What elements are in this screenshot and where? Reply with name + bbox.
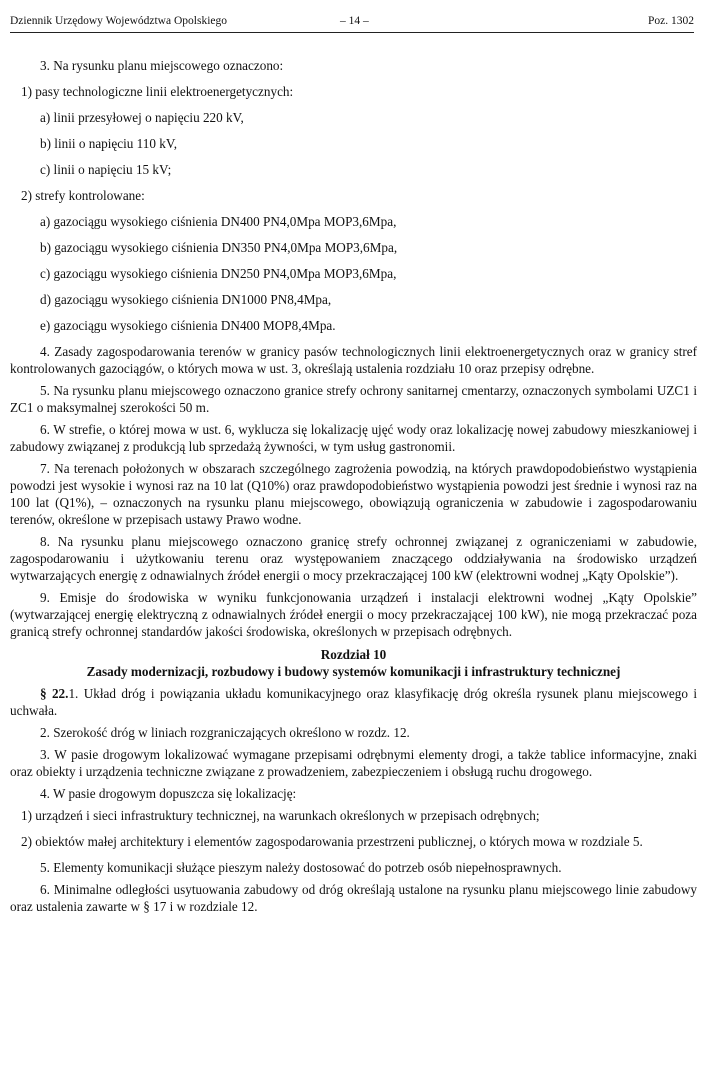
paragraph-8: 8. Na rysunku planu miejscowego oznaczono granicę strefy ochronnej związanej z ograniczeniami w zabudowie, zagospodarowaniu i użytkowaniu terenu oraz występowaniem znaczącego oddziaływania na środowisko urządzeń wytwarzających energię z odnawialnych źródeł energii o mocy przekraczającej 100 kW (elektrowni wodnej „Kąty Opolskie”).	[10, 534, 697, 583]
paragraph-5: 5. Na rysunku planu miejscowego oznaczono granice strefy ochrony sanitarnej cmentarzy, oznaczonych symbolami UZC1 i ZC1 o maksymalnej szerokości 50 m.	[10, 383, 697, 415]
list-item-3-2: 2) strefy kontrolowane:	[21, 188, 145, 203]
list-item-22-4-2: 2) obiektów małej architektury i elementów zagospodarowania przestrzeni publicznej, o których mowa w rozdziale 5.	[21, 834, 643, 849]
list-item-3-1a: a) linii przesyłowej o napięciu 220 kV,	[40, 110, 244, 125]
list-item-3-1: 1) pasy technologiczne linii elektroenergetycznych:	[21, 84, 294, 99]
running-header	[10, 12, 694, 33]
section-mark: § 22.	[40, 686, 69, 701]
paragraph-3-intro: 3. Na rysunku planu miejscowego oznaczono:	[40, 58, 284, 73]
list-item-3-2b: b) gazociągu wysokiego ciśnienia DN350 PN4,0Mpa MOP3,6Mpa,	[40, 240, 398, 255]
list-item-3-1b: b) linii o napięciu 110 kV,	[40, 136, 177, 151]
paragraph-4: 4. Zasady zagospodarowania terenów w granicy pasów technologicznych linii elektroenergetycznych oraz w granicy stref kontrolowanych gazociągów, o których mowa w ust. 3, określają ustalenia rozdziału 10 oraz przepisy odrębne.	[10, 344, 697, 376]
journal-title: Dziennik Urzędowy Województwa Opolskiego	[10, 15, 227, 27]
paragraph-7: 7. Na terenach położonych w obszarach szczególnego zagrożenia powodzią, na których prawdopodobieństwo wystąpienia powodzi jest wysokie i wynosi raz na 10 lat (Q10%) oraz prawdopodobieństwo wystąpienia powodzi jest średnie i wynosi raz na 100 lat (Q1%), – oznaczonych na rysunku planu miejscowego, obowiązują ograniczenia w zabudowie i zagospodarowaniu terenów, określone w przepisach ustawy Prawo wodne.	[10, 461, 697, 527]
chapter-title: Rozdział 10	[320, 647, 387, 662]
section-22-paragraph-2: 2. Szerokość dróg w liniach rozgraniczających określono w rozdz. 12.	[40, 725, 410, 740]
list-item-3-2e: e) gazociągu wysokiego ciśnienia DN400 MOP8,4Mpa.	[40, 318, 336, 333]
list-item-3-2d: d) gazociągu wysokiego ciśnienia DN1000 PN8,4Mpa,	[40, 292, 332, 307]
section-22-paragraph-4: 4. W pasie drogowym dopuszcza się lokalizację:	[40, 786, 297, 801]
chapter-subtitle: Zasady modernizacji, rozbudowy i budowy systemów komunikacji i infrastruktury technicznej	[86, 664, 621, 679]
list-item-3-2a: a) gazociągu wysokiego ciśnienia DN400 PN4,0Mpa MOP3,6Mpa,	[40, 214, 397, 229]
section-22-text: 1. Układ dróg i powiązania układu komunikacyjnego oraz klasyfikację dróg określa rysunek planu miejscowego i uchwała.	[10, 686, 697, 718]
paragraph-6: 6. W strefie, o której mowa w ust. 6, wyklucza się lokalizację ujęć wody oraz lokalizację nowej zabudowy mieszkaniowej i zabudowy związanej z produkcją lub sprzedażą żywności, w tym usług gastronomii.	[10, 422, 697, 454]
document-body	[10, 57, 697, 920]
section-22-paragraph-6: 6. Minimalne odległości usytuowania zabudowy od dróg określają ustalone na rysunku planu miejscowego linie zabudowy oraz ustalenia zawarte w § 17 i w rozdziale 12.	[10, 882, 697, 914]
section-22-paragraph-3: 3. W pasie drogowym lokalizować wymagane przepisami odrębnymi elementy drogi, a także tablice informacyjne, znaki oraz obiekty i urządzenia techniczne związane z prowadzeniem, zabezpieczeniem i obsługą ruchu drogowego.	[10, 747, 697, 779]
page-number: – 14 –	[340, 15, 369, 27]
position-number: Poz. 1302	[648, 15, 694, 27]
list-item-22-4-1: 1) urządzeń i sieci infrastruktury technicznej, na warunkach określonych w przepisach odrębnych;	[21, 808, 540, 823]
section-22-paragraph-1	[10, 685, 697, 719]
paragraph-9: 9. Emisje do środowiska w wyniku funkcjonowania urządzeń i instalacji elektrowni wodnej „Kąty Opolskie” (wytwarzającej energię elektryczną z odnawialnych źródeł energii o mocy przekraczającej 100 kW), nie mogą przekraczać poza granicą strefy ochronnej standardów jakości środowiska, określonych w przepisach odrębnych.	[10, 590, 697, 639]
section-22-paragraph-5: 5. Elementy komunikacji służące pieszym należy dostosować do potrzeb osób niepełnosprawnych.	[40, 860, 562, 875]
list-item-3-1c: c) linii o napięciu 15 kV;	[40, 162, 172, 177]
list-item-3-2c: c) gazociągu wysokiego ciśnienia DN250 PN4,0Mpa MOP3,6Mpa,	[40, 266, 397, 281]
